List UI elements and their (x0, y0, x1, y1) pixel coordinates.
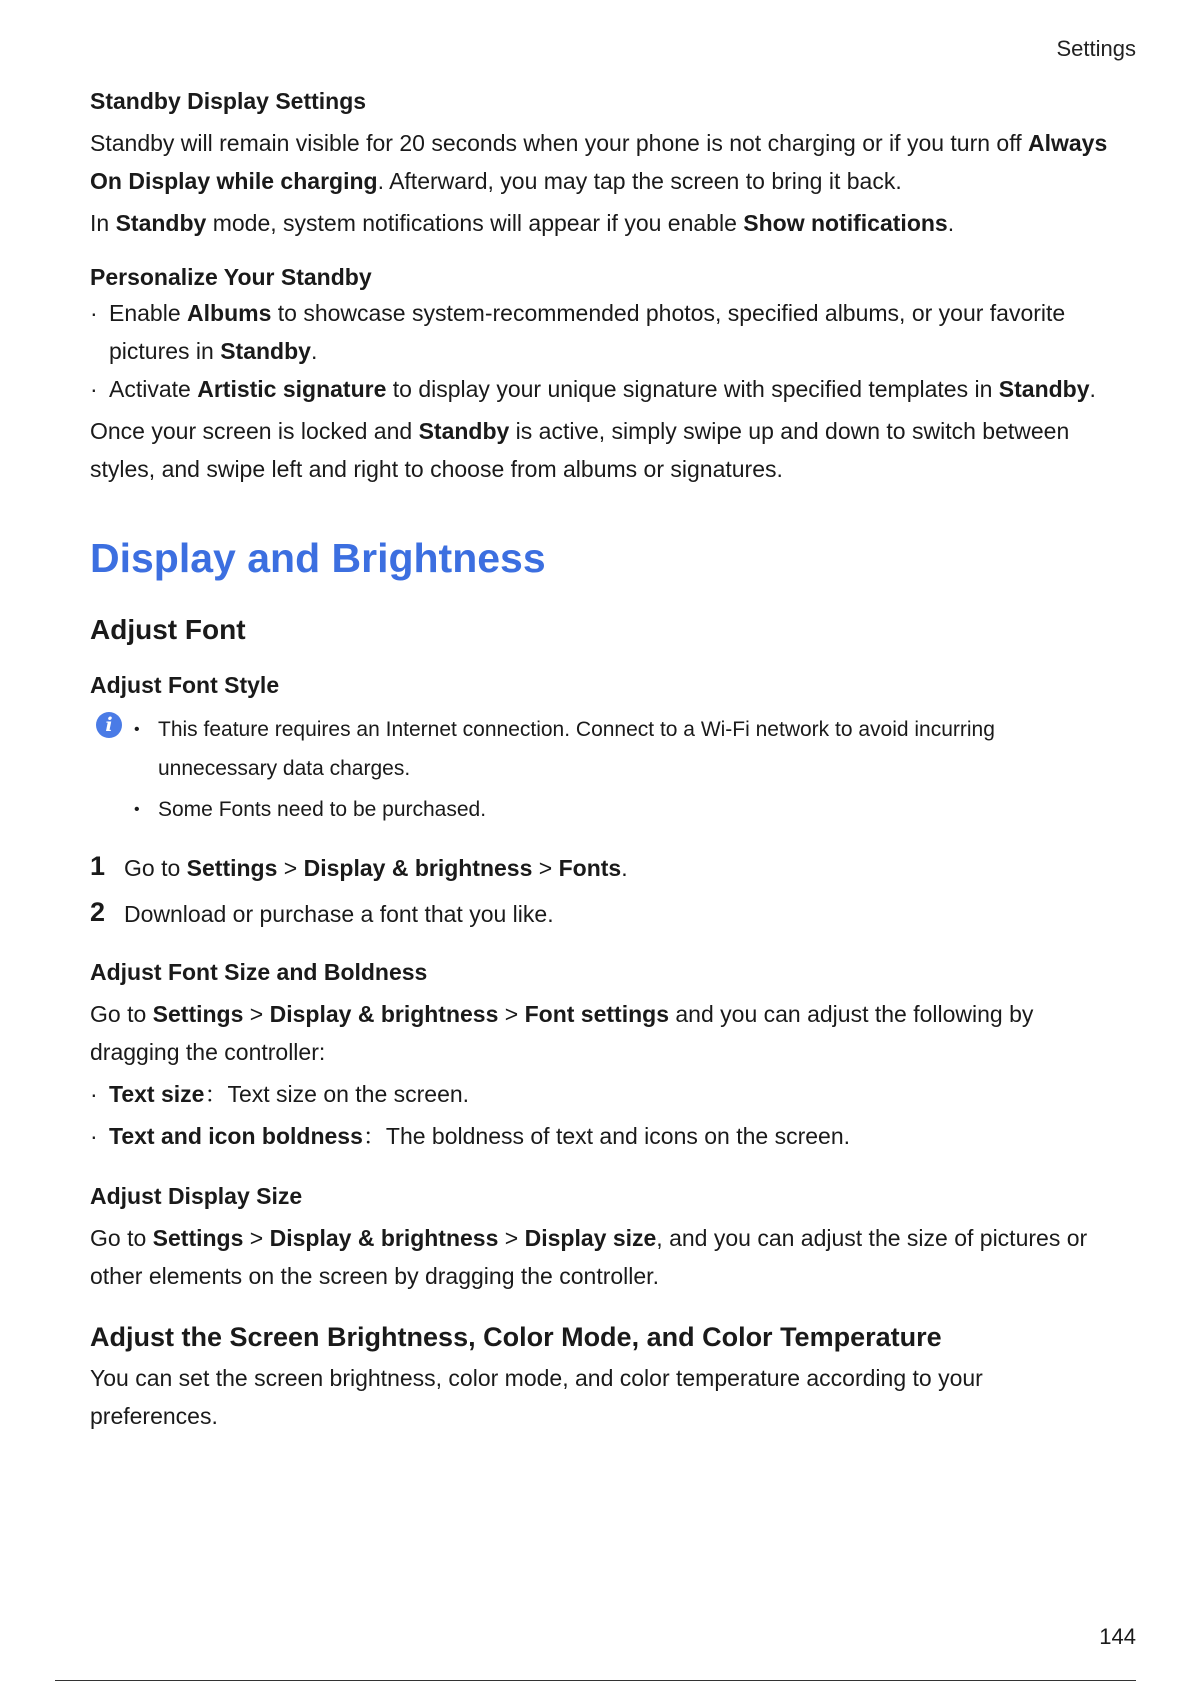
page-number: 144 (1099, 1624, 1136, 1649)
font-size-list (90, 1075, 1110, 1155)
page-header: Settings (1056, 36, 1136, 61)
note-list (158, 710, 1110, 829)
document-body (90, 86, 1110, 1435)
standby-display-settings-heading: Standby Display Settings (90, 88, 367, 114)
adjust-font-size-heading: Adjust Font Size and Boldness (90, 959, 428, 985)
adjust-font-style-heading: Adjust Font Style (90, 672, 280, 698)
list-item: · Enable Albums to showcase system-recommended photos, specified albums, or your favorite pictures in Standby. (90, 294, 1110, 370)
step-item: 1 Go to Settings > Display & brightness > Fonts. (90, 849, 1110, 887)
personalize-list (90, 294, 1110, 408)
standby-paragraph-1: Standby will remain visible for 20 seconds when your phone is not charging or if you turn off Always On Display while charging. Afterward, you may tap the screen to bring it back. (90, 130, 1108, 194)
info-icon: i (96, 712, 122, 738)
info-note (90, 710, 1110, 829)
step-number: 1 (90, 851, 106, 881)
display-brightness-title: Display and Brightness (90, 535, 546, 581)
personalize-standby-heading: Personalize Your Standby (90, 264, 372, 290)
adjust-display-size-heading: Adjust Display Size (90, 1183, 303, 1209)
font-style-steps (90, 849, 1110, 933)
list-item: · Text and icon boldness：The boldness of text and icons on the screen. (90, 1117, 1110, 1155)
list-item: • Some Fonts need to be purchased. (158, 790, 1110, 829)
list-item: · Text size：Text size on the screen. (90, 1075, 1110, 1113)
display-size-paragraph: Go to Settings > Display & brightness > Display size, and you can adjust the size of pictures or other elements on the screen by dragging the controller. (90, 1225, 1088, 1289)
list-item: · Activate Artistic signature to display your unique signature with specified templates in Standby. (90, 370, 1110, 408)
step-number: 2 (90, 897, 106, 927)
step-item: 2 Download or purchase a font that you like. (90, 895, 1110, 933)
list-item: • This feature requires an Internet connection. Connect to a Wi-Fi network to avoid incurring unnecessary data charges. (158, 710, 1110, 788)
font-size-paragraph: Go to Settings > Display & brightness > Font settings and you can adjust the following by dragging the controller: (90, 1001, 1034, 1065)
adjust-font-heading: Adjust Font (90, 614, 246, 645)
standby-paragraph-2: In Standby mode, system notifications will appear if you enable Show notifications. (90, 210, 955, 236)
personalize-paragraph: Once your screen is locked and Standby is active, simply swipe up and down to switch between styles, and swipe left and right to choose from albums or signatures. (90, 418, 1070, 482)
adjust-brightness-heading: Adjust the Screen Brightness, Color Mode, and Color Temperature (90, 1322, 942, 1352)
footer-divider (55, 1680, 1136, 1681)
brightness-paragraph: You can set the screen brightness, color mode, and color temperature according to your preferences. (90, 1365, 983, 1429)
